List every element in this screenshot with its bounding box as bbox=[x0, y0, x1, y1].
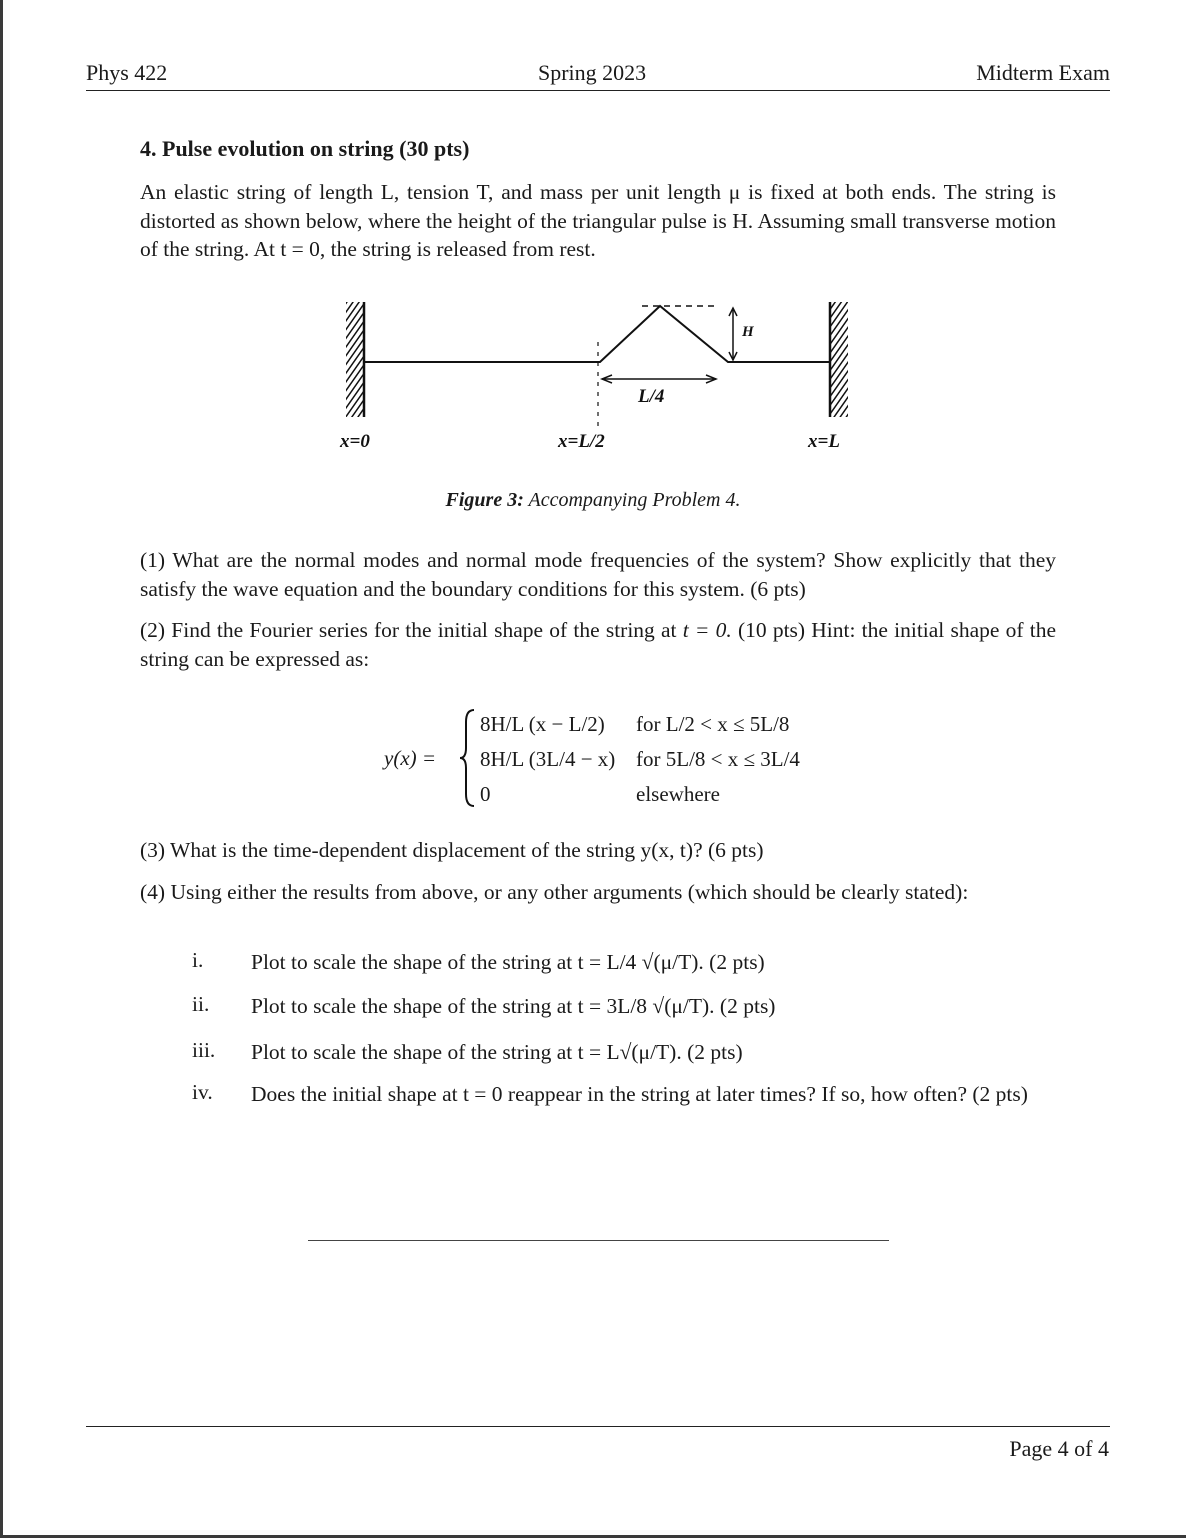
subpart-iii-numeral: iii. bbox=[192, 1038, 216, 1062]
figure-caption bbox=[0, 489, 1186, 512]
question-2-lead: (2) Find the Fourier series for the initial shape of the string at bbox=[140, 618, 677, 642]
quarter-length-arrow bbox=[602, 375, 716, 383]
equation-case-2-cond: for 5L/8 < x ≤ 3L/4 bbox=[636, 747, 800, 771]
equation-case-3-cond: elsewhere bbox=[636, 782, 720, 806]
height-arrow bbox=[729, 308, 737, 360]
subpart-iii-text: Plot to scale the shape of the string at t = L√(μ/T). (2 pts) bbox=[251, 1040, 743, 1064]
equation-lhs: y(x) = bbox=[384, 746, 437, 770]
header-course: Phys 422 bbox=[86, 60, 168, 85]
question-3: (3) What is the time-dependent displacement of the string y(x, t)? (6 pts) bbox=[140, 838, 764, 862]
subpart-iv-numeral: iv. bbox=[192, 1080, 213, 1104]
end-of-problem-rule bbox=[308, 1240, 889, 1241]
question-4: (4) Using either the results from above, or any other arguments (which should be clearly stated): bbox=[140, 880, 969, 904]
equation-brace bbox=[458, 708, 478, 808]
header-exam: Midterm Exam bbox=[976, 60, 1110, 85]
equation-case-2-expr: 8H/L (3L/4 − x) bbox=[480, 747, 616, 771]
question-2 bbox=[140, 616, 1056, 673]
page-number: Page 4 of 4 bbox=[1009, 1436, 1109, 1461]
subpart-iv-text: Does the initial shape at t = 0 reappear in the string at later times? If so, how often? (2 pts) bbox=[251, 1082, 1028, 1106]
string-figure bbox=[330, 290, 870, 470]
equation-case-1-cond: for L/2 < x ≤ 5L/8 bbox=[636, 712, 790, 736]
x0-label: x=0 bbox=[340, 431, 370, 452]
page-left-edge bbox=[0, 0, 3, 1538]
figure-caption-label: Figure 3: bbox=[445, 489, 524, 511]
height-label: H bbox=[742, 324, 754, 340]
quarter-length-label: L/4 bbox=[638, 386, 665, 407]
string-line bbox=[364, 306, 830, 362]
question-2-hint: (10 pts) Hint: the initial shape of the string can be expressed as: bbox=[140, 618, 1057, 671]
subpart-ii-text: Plot to scale the shape of the string at t = 3L/8 √(μ/T). (2 pts) bbox=[251, 994, 776, 1018]
question-2-time: t = 0. bbox=[682, 618, 732, 642]
figure-caption-text: Accompanying Problem 4. bbox=[528, 489, 741, 511]
problem-intro: An elastic string of length L, tension T, and mass per unit length μ is fixed at both ends. The string is distorted as shown below, where the height of the triangular pulse is H. Assuming small transverse motion of the string. At t = 0, the string is released from rest. bbox=[140, 180, 1056, 261]
subpart-ii-numeral: ii. bbox=[192, 992, 210, 1016]
header-term: Spring 2023 bbox=[538, 60, 647, 85]
equation-case-1-expr: 8H/L (x − L/2) bbox=[480, 712, 605, 736]
question-1: (1) What are the normal modes and normal mode frequencies of the system? Show explicitly that they satisfy the wave equation and the boundary conditions for this system. (6 pts) bbox=[140, 548, 1056, 601]
header-rule bbox=[86, 90, 1110, 91]
equation-case-3-expr: 0 bbox=[480, 782, 491, 806]
subpart-i-text: Plot to scale the shape of the string at t = L/4 √(μ/T). (2 pts) bbox=[251, 950, 765, 974]
xhalf-label: x=L/2 bbox=[558, 431, 605, 452]
xL-label: x=L bbox=[808, 431, 840, 452]
subpart-i-numeral: i. bbox=[192, 948, 204, 972]
problem-title: 4. Pulse evolution on string (30 pts) bbox=[140, 136, 470, 161]
right-wall bbox=[830, 302, 848, 417]
footer-rule bbox=[86, 1426, 1110, 1427]
left-wall bbox=[346, 302, 364, 417]
